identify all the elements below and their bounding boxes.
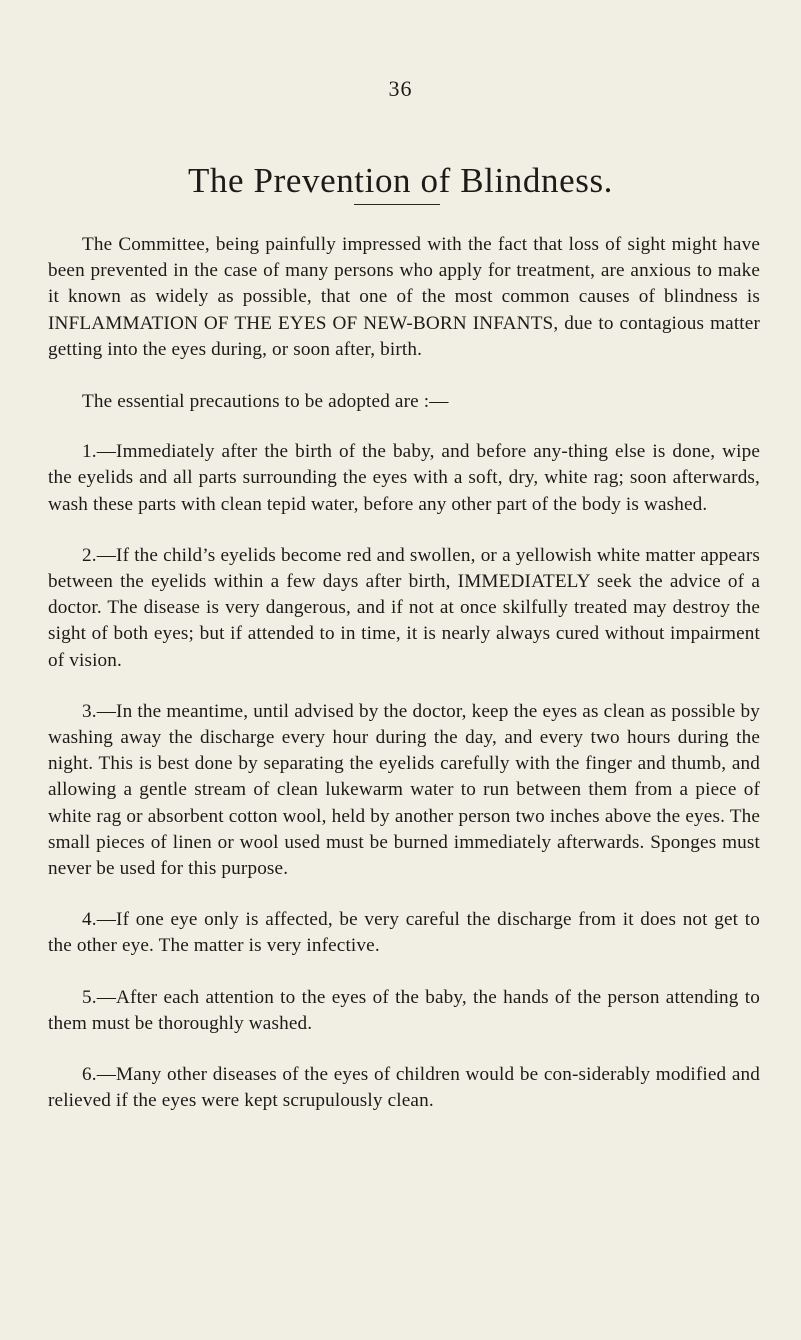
page-title: The Prevention of Blindness.: [187, 161, 614, 201]
precaution-item-3: 3.—In the meantime, until advised by the doctor, keep the eyes as clean as possible by washing away the discharge every hour during the day, and every two hours during the night. This is best done by separating the eyelids carefully with the finger and thumb, and allowing a gentle stream of clean lukewarm water to run between them from a piece of white rag or absorbent cotton wool, held by another person two inches above the eyes. The small pieces of linen or wool used must be burned immediately afterwards. Sponges must never be used for this purpose.: [48, 700, 760, 880]
intro-paragraph: The Committee, being painfully impressed with the fact that loss of sight might have been prevented in the case of many persons who apply for treatment, are anxious to make it known as widely as possible, that one of the most common causes of blindness is INFLAMMATION OF THE EYES OF NEW-BORN INFANTS, due to contagious matter getting into the eyes during, or soon after, birth.: [48, 234, 760, 360]
precaution-item-6: 6.—Many other diseases of the eyes of children would be con-siderably modified and relieved if the eyes were kept scrupulously clean.: [48, 1064, 760, 1112]
title-divider: [354, 204, 440, 205]
precaution-item-5: 5.—After each attention to the eyes of the baby, the hands of the person attending to them must be thoroughly washed.: [48, 986, 760, 1034]
precaution-item-2: 2.—If the child’s eyelids become red and swollen, or a yellowish white matter appears between the eyelids within a few days after birth, IMMEDIATELY seek the advice of a doctor. The disease is very dangerous, and if not at once skilfully treated may destroy the sight of both eyes; but if attended to in time, it is nearly always cured without impairment of vision.: [48, 544, 760, 671]
precaution-item-4: 4.—If one eye only is affected, be very careful the discharge from it does not get to the other eye. The matter is very infective.: [48, 909, 760, 957]
page-number: 36: [388, 76, 413, 101]
body-text: [48, 232, 760, 1114]
precaution-item-1: 1.—Immediately after the birth of the baby, and before any-thing else is done, wipe the eyelids and all parts surrounding the eyes with a soft, dry, white rag; soon afterwards, wash these parts with clean tepid water, before any other part of the body is washed.: [48, 441, 760, 515]
precautions-heading: The essential precautions to be adopted are :—: [82, 391, 449, 413]
